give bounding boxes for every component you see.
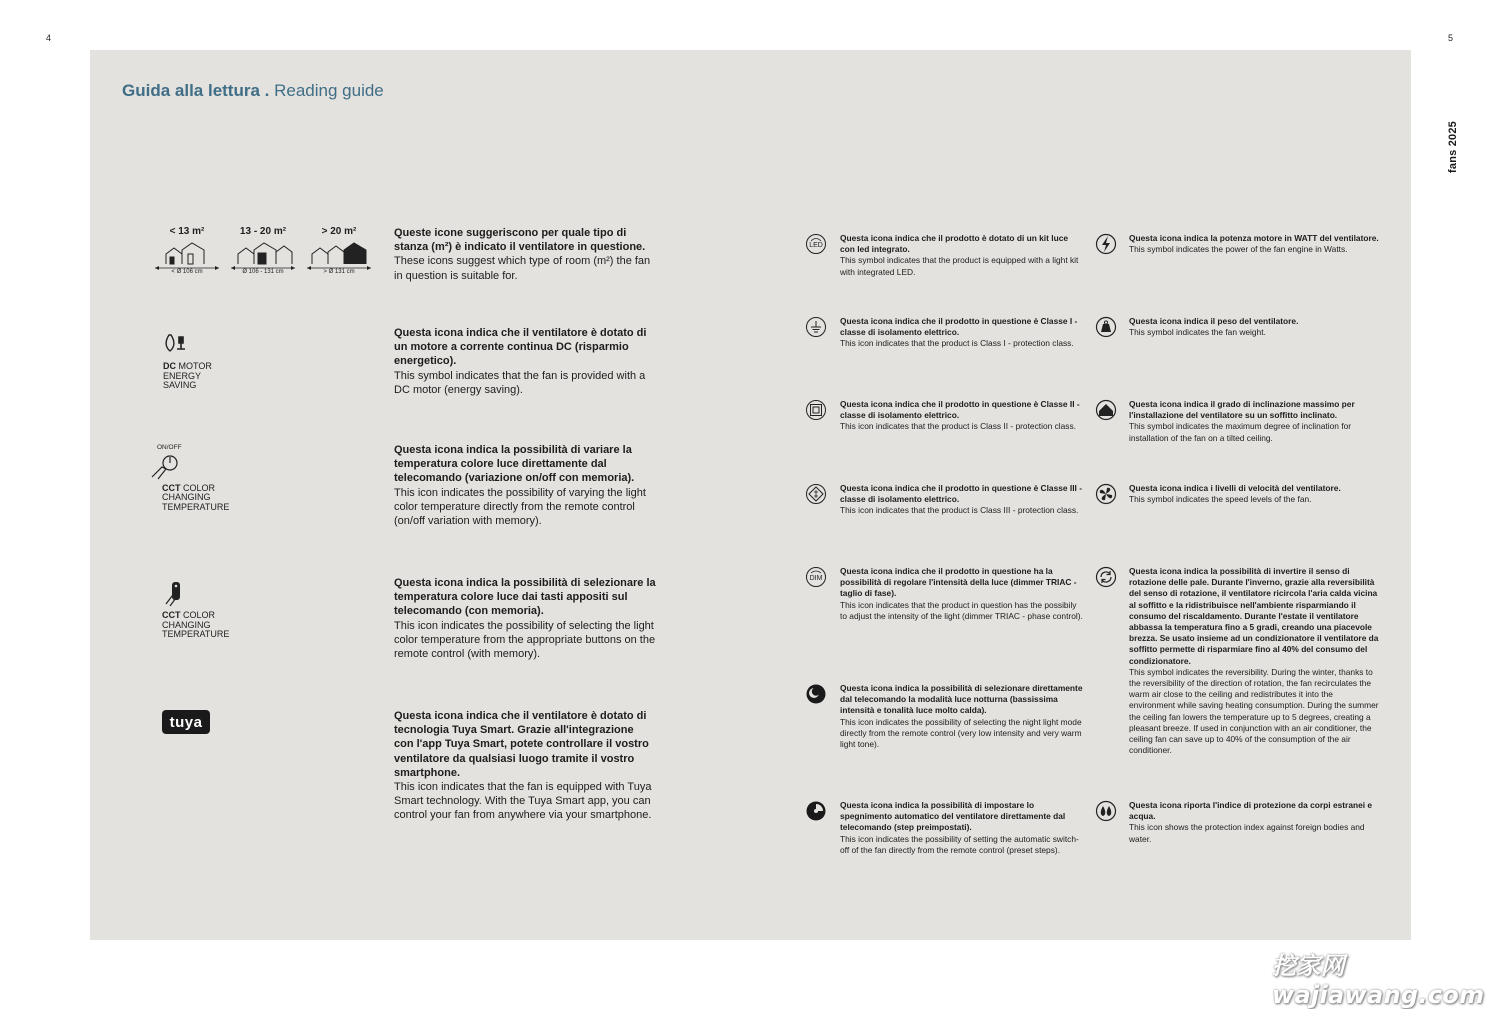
class-ii-description: [840, 399, 1085, 433]
cct-onoff-caption: [162, 484, 230, 513]
side-label-text: fans 2025: [1447, 121, 1459, 173]
class-ii-text-en: This icon indicates that the product is Class II - protection class.: [840, 421, 1077, 432]
side-label: [1445, 112, 1461, 182]
tilt-ceiling-text-en: This symbol indicates the maximum degree of inclination for installation of the fan on a tilted ceiling.: [1129, 421, 1352, 443]
dim-description: [840, 566, 1085, 622]
dc-caption-line2: ENERGY: [163, 370, 202, 381]
class-ii-icon: [805, 399, 827, 421]
night-light-text-en: This icon indicates the possibility of selecting the night light mode directly from the remote control (very low intensity and very warm light tone).: [840, 716, 1082, 750]
tuya-logo-icon: [162, 710, 210, 734]
class-iii-text-en: This icon indicates that the product is Class III - protection class.: [840, 505, 1079, 516]
ip-rating-description: [1129, 800, 1381, 845]
dc-motor-caption: [163, 362, 212, 391]
dc-caption-bold: DC: [163, 361, 176, 371]
medium-room-house-icon: [228, 240, 298, 270]
large-room-house-icon: [304, 240, 374, 270]
night-light-text-it: Questa icona indica la possibilità di selezionare direttamente dal telecomando la modalità luce notturna (bassissima intensità e tonalità luce molto calda).: [840, 683, 1083, 716]
power-description: [1129, 233, 1381, 255]
tilt-ceiling-description: [1129, 399, 1381, 444]
weight-text-it: Questa icona indica il peso del ventilatore.: [1129, 316, 1299, 326]
cct-remote-text-en: This icon indicates the possibility of selecting the light color temperature from the appropriate buttons on the remote control (with memory).: [394, 619, 656, 661]
cct-remote-icon-block: [162, 580, 229, 640]
room-medium-label: 13 - 20 m²: [239, 226, 287, 237]
night-light-description: [840, 683, 1085, 750]
class-iii-icon: [805, 483, 827, 505]
room-small-dim: < Ø 106 cm: [171, 269, 203, 275]
led-text-it: Questa icona indica che il prodotto è dotato di un kit luce con led integrato.: [840, 233, 1069, 255]
room-medium: [228, 226, 298, 281]
page-number-right: 5: [1448, 33, 1454, 43]
night-light-icon: [805, 683, 827, 705]
class-iii-description: [840, 483, 1085, 517]
cct-remote-caption: [162, 611, 229, 640]
title-italian: Guida alla lettura .: [122, 81, 270, 100]
power-icon: [1095, 233, 1117, 255]
class-ii-text-it: Questa icona indica che il prodotto in questione è Classe II - classe di isolamento elettrico.: [840, 399, 1080, 421]
class-i-description: [840, 316, 1085, 350]
led-description: [840, 233, 1085, 278]
watermark: 挖家网 wajiawang.com: [1272, 952, 1485, 1009]
led-icon: [805, 233, 827, 255]
led-text-en: This symbol indicates that the product is equipped with a light kit with integrated LED.: [840, 255, 1079, 277]
class-iii-text-it: Questa icona indica che il prodotto in questione è Classe III - classe di isolamento elettrico.: [840, 483, 1082, 505]
reverse-description: [1129, 566, 1381, 756]
weight-icon: [1095, 316, 1117, 338]
tuya-text-en: This icon indicates that the fan is equipped with Tuya Smart technology. With the Tuya Smart app, you can control your fan from anywhere via your smartphone.: [394, 781, 652, 822]
room-large: [304, 226, 374, 281]
fan-speed-text-en: This symbol indicates the speed levels of the fan.: [1129, 494, 1312, 505]
dc-motor-description: [394, 326, 659, 397]
dc-plug-icon: [163, 333, 193, 357]
cct-onoff-text-en: This icon indicates the possibility of varying the light color temperature directly from the remote control (on/off variation with memory).: [394, 486, 646, 528]
cct-onoff-description: [394, 443, 659, 528]
dc-motor-text-it: Questa icona indica che il ventilatore è dotato di un motore a corrente continua DC (risparmio energetico).: [394, 327, 647, 368]
dc-caption-line3: SAVING: [163, 380, 197, 390]
title-english: Reading guide: [274, 81, 384, 100]
weight-text-en: This symbol indicates the fan weight.: [1129, 327, 1266, 338]
page-number-left: 4: [46, 33, 52, 43]
tuya-description: [394, 709, 656, 823]
cct1-caption-line3: TEMPERATURE: [162, 501, 230, 512]
room-large-dim: > Ø 131 cm: [323, 269, 355, 275]
class-i-text-it: Questa icona indica che il prodotto in questione è Classe I - classe di isolamento elettrico.: [840, 316, 1078, 338]
svg-text:DIM: DIM: [809, 575, 823, 582]
dc-motor-text-en: This symbol indicates that the fan is provided with a DC motor (energy saving).: [394, 369, 646, 396]
fan-speed-description: [1129, 483, 1381, 505]
cct2-caption-rest: COLOR: [183, 610, 216, 620]
tilt-ceiling-icon: [1095, 399, 1117, 421]
ip-rating-text-it: Questa icona riporta l'indice di protezione da corpi estranei e acqua.: [1129, 800, 1373, 822]
cct-onoff-icon-block: [150, 443, 230, 512]
dc-caption-rest: MOTOR: [178, 361, 212, 371]
cct2-caption-line2: CHANGING: [162, 619, 211, 630]
fan-speed-icon: [1095, 483, 1117, 505]
svg-text:LED: LED: [809, 242, 823, 249]
room-size-text-en: These icons suggest which type of room (m²) the fan in question is suitable for.: [394, 255, 651, 282]
room-large-label: > 20 m²: [321, 226, 357, 237]
cct1-caption-bold: CCT: [162, 482, 181, 493]
ip-rating-text-en: This icon shows the protection index against foreign bodies and water.: [1129, 822, 1365, 844]
cct2-caption-bold: CCT: [162, 610, 181, 620]
onoff-label: ON/OFF: [157, 444, 182, 451]
room-size-icons: [152, 226, 377, 281]
weight-description: [1129, 316, 1381, 338]
room-size-description: [394, 226, 659, 283]
room-small: [152, 226, 222, 281]
tilt-ceiling-text-it: Questa icona indica il grado di inclinazione massimo per l'installazione del ventilatore su un soffitto inclinato.: [1129, 399, 1355, 421]
cct-onoff-text-it: Questa icona indica la possibilità di variare la temperatura colore luce direttamente dal telecomando (variazione on/off con memoria).: [394, 444, 635, 485]
dc-motor-icon-block: [163, 333, 212, 391]
reverse-text-it: Questa icona indica la possibilità di invertire il senso di rotazione delle pale. Durante l'inverno, grazie alla reversibilità del senso di rotazione, il ventilatore ricircola l'aria calda vicina al soffitto e la ridistribuisce nell'ambiente risparmiando il consumo del riscaldamento. Durante l'estate il ventilatore abbassa la temperatura fino a 5 gradi, creando una piacevole brezza. Se usato insieme ad un condizionatore il ventilatore da soffitto permette di risparmiare fino al 40% del consumo del condizionatore.: [1129, 566, 1379, 666]
tuya-text-it: Questa icona indica che il ventilatore è dotato di tecnologia Tuya Smart. Grazie all'integrazione con l'app Tuya Smart, potete controllare il vostro ventilatore da qualsiasi luogo tramite il vostro smartphone.: [394, 710, 649, 779]
class-i-text-en: This icon indicates that the product is Class I - protection class.: [840, 338, 1074, 349]
cct-remote-icon: [162, 580, 188, 606]
cct2-caption-line3: TEMPERATURE: [162, 629, 230, 639]
class-i-icon: [805, 316, 827, 338]
cct-remote-text-it: Questa icona indica la possibilità di selezionare la temperatura colore luce dai tasti appositi sul telecomando (con memoria).: [394, 577, 656, 618]
dim-text-en: This icon indicates that the product in question has the possibily to adjust the intensity of the light (dimmer TRIAC - phase control).: [840, 599, 1083, 621]
room-small-label: < 13 m²: [169, 226, 205, 237]
timer-text-en: This icon indicates the possibility of setting the automatic switch-off of the fan directly from the remote control (preset steps).: [840, 833, 1079, 855]
dim-text-it: Questa icona indica che il prodotto in questione ha la possibilità di regolare l'intensità della luce (dimmer TRIAC - taglio di fase).: [840, 566, 1077, 599]
reverse-icon: [1095, 566, 1117, 588]
power-text-en: This symbol indicates the power of the fan engine in Watts.: [1129, 244, 1348, 255]
cct1-caption-rest: COLOR: [183, 482, 216, 493]
tuya-logo-text: tuya: [169, 713, 203, 731]
cct-remote-description: [394, 576, 659, 661]
page-title: [122, 81, 384, 101]
cct1-caption-line2: CHANGING: [162, 492, 211, 502]
room-medium-dim: Ø 106 - 131 cm: [242, 269, 284, 275]
ip-rating-icon: [1095, 800, 1117, 822]
reverse-text-en: This symbol indicates the reversibility. During the winter, thanks to the reversibility of the direction of rotation, the fan recirculates the warm air close to the ceiling and redistributes it into the environment while saving heating consumption. During the summer the ceiling fan lowers the temperature up to 5 degrees, creating a pleasant breeze. If used in conjunction with an air conditioner, the ceiling fan can save up to 40% of the consumption of the air conditioner.: [1129, 666, 1379, 756]
dim-icon: [805, 566, 827, 588]
fan-speed-text-it: Questa icona indica i livelli di velocità del ventilatore.: [1129, 483, 1341, 493]
cct-onoff-hand-icon: [150, 453, 186, 479]
power-text-it: Questa icona indica la potenza motore in WATT del ventilatore.: [1129, 233, 1379, 243]
timer-text-it: Questa icona indica la possibilità di impostare lo spegnimento automatico del ventilatore direttamente dal telecomando (step preimpostati).: [840, 800, 1066, 833]
small-room-house-icon: [152, 240, 222, 270]
timer-icon: [805, 800, 827, 822]
room-size-text-it: Queste icone suggeriscono per quale tipo di stanza (m²) è indicato il ventilatore in questione.: [394, 227, 646, 254]
timer-description: [840, 800, 1085, 856]
